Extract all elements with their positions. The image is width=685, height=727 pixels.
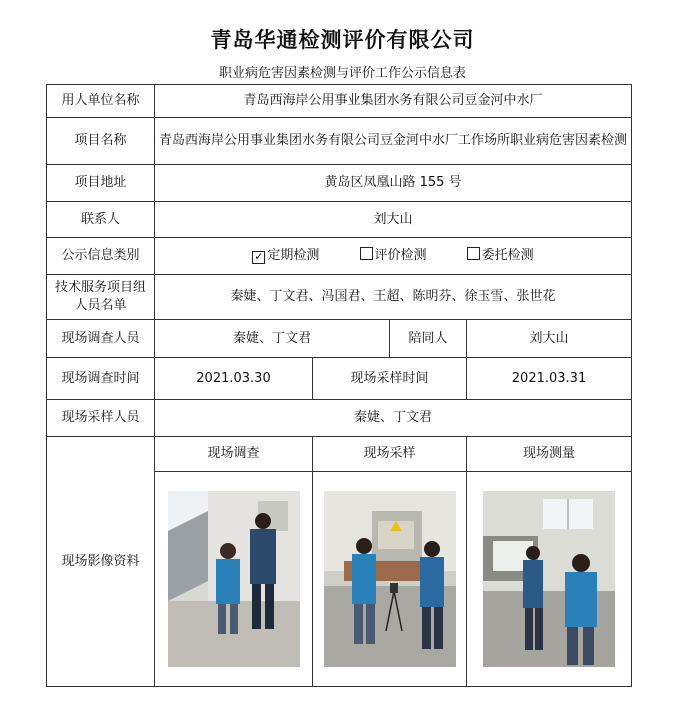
option-entrusted[interactable] [467,247,534,265]
photo-header-survey: 现场调查 [155,437,313,472]
option-evaluation-label: 评价检测 [374,248,427,263]
row-photo-headers [47,437,632,472]
companion-label: 陪同人 [390,320,467,358]
option-entrusted-label: 委托检测 [481,248,534,263]
row-address [47,165,632,202]
option-periodic-label: 定期检测 [267,248,320,263]
survey-label: 现场调查人员 [47,320,155,358]
team-value: 秦婕、丁文君、冯国君、王超、陈明芬、徐玉雪、张世花 [155,275,632,320]
samplers-label: 现场采样人员 [47,400,155,437]
photo-cell-survey [155,472,313,687]
row-times [47,358,632,400]
contact-value: 刘大山 [155,202,632,238]
samplers-value: 秦婕、丁文君 [155,400,632,437]
measuring-photo[interactable] [483,491,615,667]
survey-time-label: 现场调查时间 [47,358,155,400]
photo-cell-sampling [313,472,467,687]
survey-value: 秦婕、丁文君 [155,320,390,358]
row-employer [47,85,632,118]
photos-label: 现场影像资料 [47,437,155,687]
contact-label: 联系人 [47,202,155,238]
survey-time-value: 2021.03.30 [155,358,313,400]
category-label: 公示信息类别 [47,238,155,275]
row-contact [47,202,632,238]
category-options [155,238,632,275]
photo-cell-measuring [467,472,632,687]
address-value: 黄岛区凤凰山路 155 号 [155,165,632,202]
row-survey [47,320,632,358]
row-project [47,118,632,165]
survey-photo[interactable] [168,491,300,667]
info-table [46,84,632,687]
team-label: 技术服务项目组人员名单 [47,275,155,320]
row-category [47,238,632,275]
address-label: 项目地址 [47,165,155,202]
form-subtitle: 职业病危害因素检测与评价工作公示信息表 [218,66,466,81]
sampling-photo[interactable] [324,491,456,667]
row-samplers [47,400,632,437]
employer-value: 青岛西海岸公用事业集团水务有限公司豆金河中水厂 [155,85,632,118]
companion-value: 刘大山 [467,320,632,358]
sampling-time-label: 现场采样时间 [313,358,467,400]
row-team [47,275,632,320]
sampling-time-value: 2021.03.31 [467,358,632,400]
option-evaluation[interactable] [360,247,427,265]
checkbox-periodic[interactable]: ✓ [254,250,264,263]
checkbox-evaluation[interactable] [360,247,373,260]
company-title: 青岛华通检测评价有限公司 [210,28,475,52]
option-periodic[interactable] [252,247,319,265]
photo-header-sampling: 现场采样 [313,437,467,472]
employer-label: 用人单位名称 [47,85,155,118]
checkbox-entrusted[interactable] [467,247,480,260]
project-value: 青岛西海岸公用事业集团水务有限公司豆金河中水厂工作场所职业病危害因素检测 [155,118,632,165]
photo-header-measuring: 现场测量 [467,437,632,472]
project-label: 项目名称 [47,118,155,165]
